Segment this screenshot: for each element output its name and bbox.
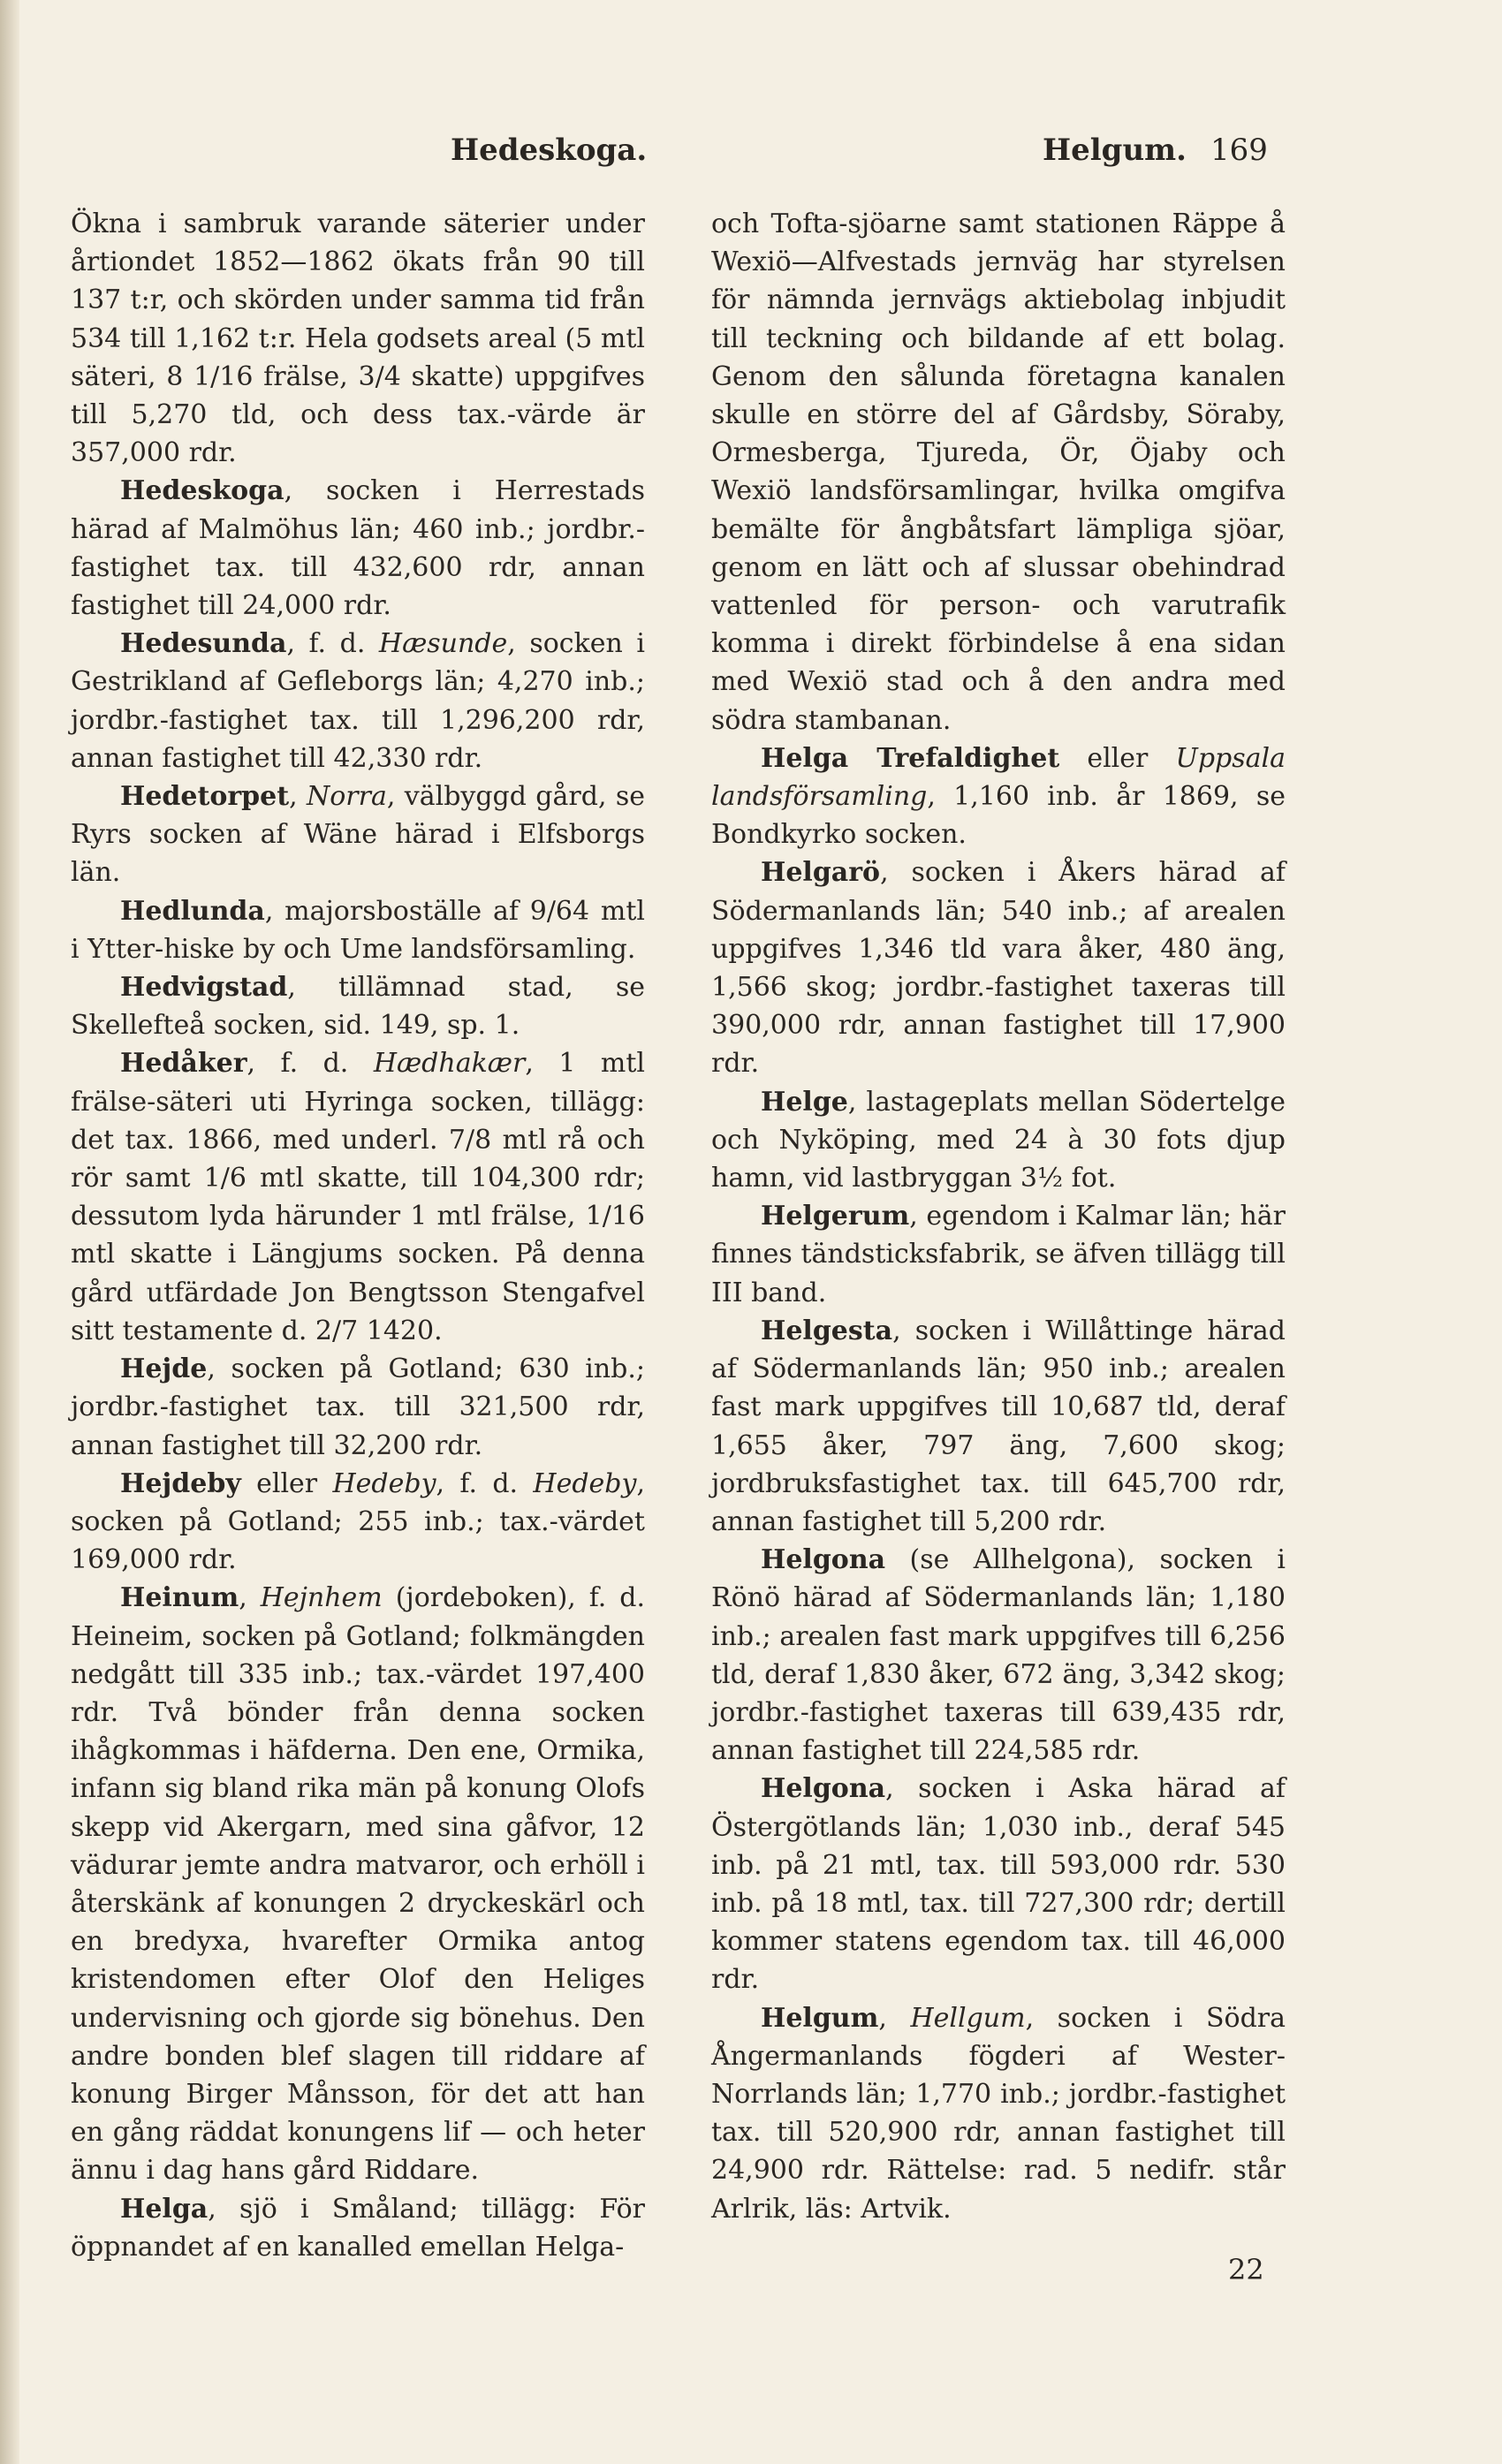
left-column xyxy=(71,205,645,2266)
entry-heinum: Heinum, Hejnhem (jordeboken), f. d. Heineim, socken på Gotland; folkmängden nedgått till 335 inb.; tax.-värdet 197,400 rdr. Två bönder från denna socken ihågkommas i häfderna. Den ene, Ormika, infann sig bland rika män på konung Olofs skepp vid Akergarn, med sina gåfvor, 12 vädurar jemte andra matvaror, och erhöll i återskänk af konungen 2 dryckeskärl och en bredyxa, hvarefter Ormika antog kristendomen efter Olof den Heliges undervisning och gjorde sig bönehus. Den andre bonden blef slagen till riddare af konung Birger Månsson, för det att han en gång räddat konungens lif — och heter ännu i dag hans gård Riddare. xyxy=(71,1582,646,2187)
entry-helgesta: Helgesta, socken i Willåttinge härad af Södermanlands län; 950 inb.; arealen fast mark uppgifves till 10,687 tld, deraf 1,655 åker, 797 äng, 7,600 skog; jordbruksfastighet tax. till 645,700 rdr, annan fastighet till 5,200 rdr. xyxy=(711,1315,1286,1537)
entry-hedlunda: Hedlunda, majorsboställe af 9/64 mtl i Ytter-hiske by och Ume landsförsamling. xyxy=(71,895,645,965)
entry-helge: Helge, lastageplats mellan Södertelge och Nyköping, med 24 à 30 fots djup hamn, vid lastbryggan 3½ fot. xyxy=(711,1086,1286,1194)
entry-hedvigstad: Hedvigstad, tillämnad stad, se Skellefteå socken, sid. 149, sp. 1. xyxy=(71,972,645,1042)
entry-hedetorpet: Hedetorpet, Norra, välbyggd gård, se Ryrs socken af Wäne härad i Elfsborgs län. xyxy=(71,781,645,889)
entry-hedeskoga: Hedeskoga, socken i Herrestads härad af Malmöhus län; 460 inb.; jordbr.-fastighet tax. till 432,600 rdr, annan fastighet till 24,000 rdr. xyxy=(71,475,645,622)
entry-hedesunda: Hedesunda, f. d. Hæsunde, socken i Gestrikland af Gefleborgs län; 4,270 inb.; jordbr.-fastighet tax. till 1,296,200 rdr, annan fastighet till 42,330 rdr. xyxy=(71,628,645,774)
entry-hedaker: Hedåker, f. d. Hædhakær, 1 mtl frälse-säteri uti Hyringa socken, tillägg: det tax. 1866, med underl. 7/8 mtl rå och rör samt 1/6 mtl skatte, till 104,300 rdr; dessutom lyda härunder 1 mtl frälse, 1/16 mtl skatte i Längjums socken. På denna gård utfärdade Jon Bengtsson Stengafvel sitt testamente d. 2/7 1420. xyxy=(71,1048,645,1346)
page-number: 169 xyxy=(1210,133,1268,168)
entry-hejde: Hejde, socken på Gotland; 630 inb.; jordbr.-fastighet tax. till 321,500 rdr, annan fastighet till 32,200 rdr. xyxy=(71,1353,645,1461)
running-head-left: Hedeskoga. xyxy=(451,133,648,168)
entry-continuation: Ökna i sambruk varande säterier under årtiondet 1852—1862 ökats från 90 till 137 t:r, och skörden under samma tid från 534 till 1,162 t:r. Hela godsets areal (5 mtl säteri, 8 1/16 frälse, 3/4 skatte) uppgifves till 5,270 tld, och dess tax.-värde är 357,000 rdr. xyxy=(71,208,645,469)
entry-hejdeby: Hejdeby eller Hedeby, f. d. Hedeby, socken på Gotland; 255 inb.; tax.-värdet 169,000 rdr. xyxy=(71,1467,645,1576)
entry-continuation-helga: och Tofta-sjöarne samt stationen Räppe å Wexiö—Alfvestads jernväg har styrelsen för nämnda jernvägs aktiebolag inbjudit till teckning och bildande af ett bolag. Genom den sålunda företagna kanalen skulle en större del af Gårdsby, Söraby, Ormesberga, Tjureda, Ör, Öjaby och Wexiö landsförsamlingar, hvilka omgifva bemälte för ångbåtsfart lämpliga sjöar, genom en lätt och af slussar obehindrad vattenled för person- och varutrafik komma i direkt förbindelse å ena sidan med Wexiö stad och å den andra med södra stambanan. xyxy=(711,208,1286,736)
entry-helgerum: Helgerum, egendom i Kalmar län; här finnes tändsticksfabrik, se äfven tillägg till III band. xyxy=(711,1201,1286,1308)
entry-helga-trefaldighet: Helga Trefaldighet eller Uppsala landsförsamling, 1,160 inb. år 1869, se Bondkyrko socken. xyxy=(711,742,1286,851)
entry-helgona-1: Helgona (se Allhelgona), socken i Rönö härad af Södermanlands län; 1,180 inb.; arealen fast mark uppgifves till 6,256 tld, deraf 1,830 åker, 672 äng, 3,342 skog; jordbr.-fastighet taxeras till 639,435 rdr, annan fastighet till 224,585 rdr. xyxy=(711,1544,1286,1767)
entry-helgaro: Helgarö, socken i Åkers härad af Södermanlands län; 540 inb.; af arealen uppgifves 1,346 tld vara åker, 480 äng, 1,566 skog; jordbr.-fastighet taxeras till 390,000 rdr, annan fastighet till 17,900 rdr. xyxy=(711,857,1286,1080)
page-edge-shadow xyxy=(0,0,19,2464)
right-column xyxy=(711,205,1286,2228)
entry-helgum: Helgum, Hellgum, socken i Södra Ångermanlands fögderi af Wester-Norrlands län; 1,770 inb.; jordbr.-fastighet tax. till 520,900 rdr, annan fastighet till 24,900 rdr. Rättelse: rad. 5 nedifr. står Arlrik, läs: Artvik. xyxy=(711,2002,1286,2225)
entry-helga: Helga, sjö i Småland; tillägg: För öppnandet af en kanalled emellan Helga- xyxy=(71,2193,645,2263)
signature-mark: 22 xyxy=(1228,2253,1264,2286)
running-head-right: Helgum. xyxy=(1043,133,1187,168)
entry-helgona-2: Helgona, socken i Aska härad af Östergötlands län; 1,030 inb., deraf 545 inb. på 21 mtl, tax. till 593,000 rdr. 530 inb. på 18 mtl, tax. till 727,300 rdr; dertill kommer statens egendom tax. till 46,000 rdr. xyxy=(711,1773,1286,1996)
